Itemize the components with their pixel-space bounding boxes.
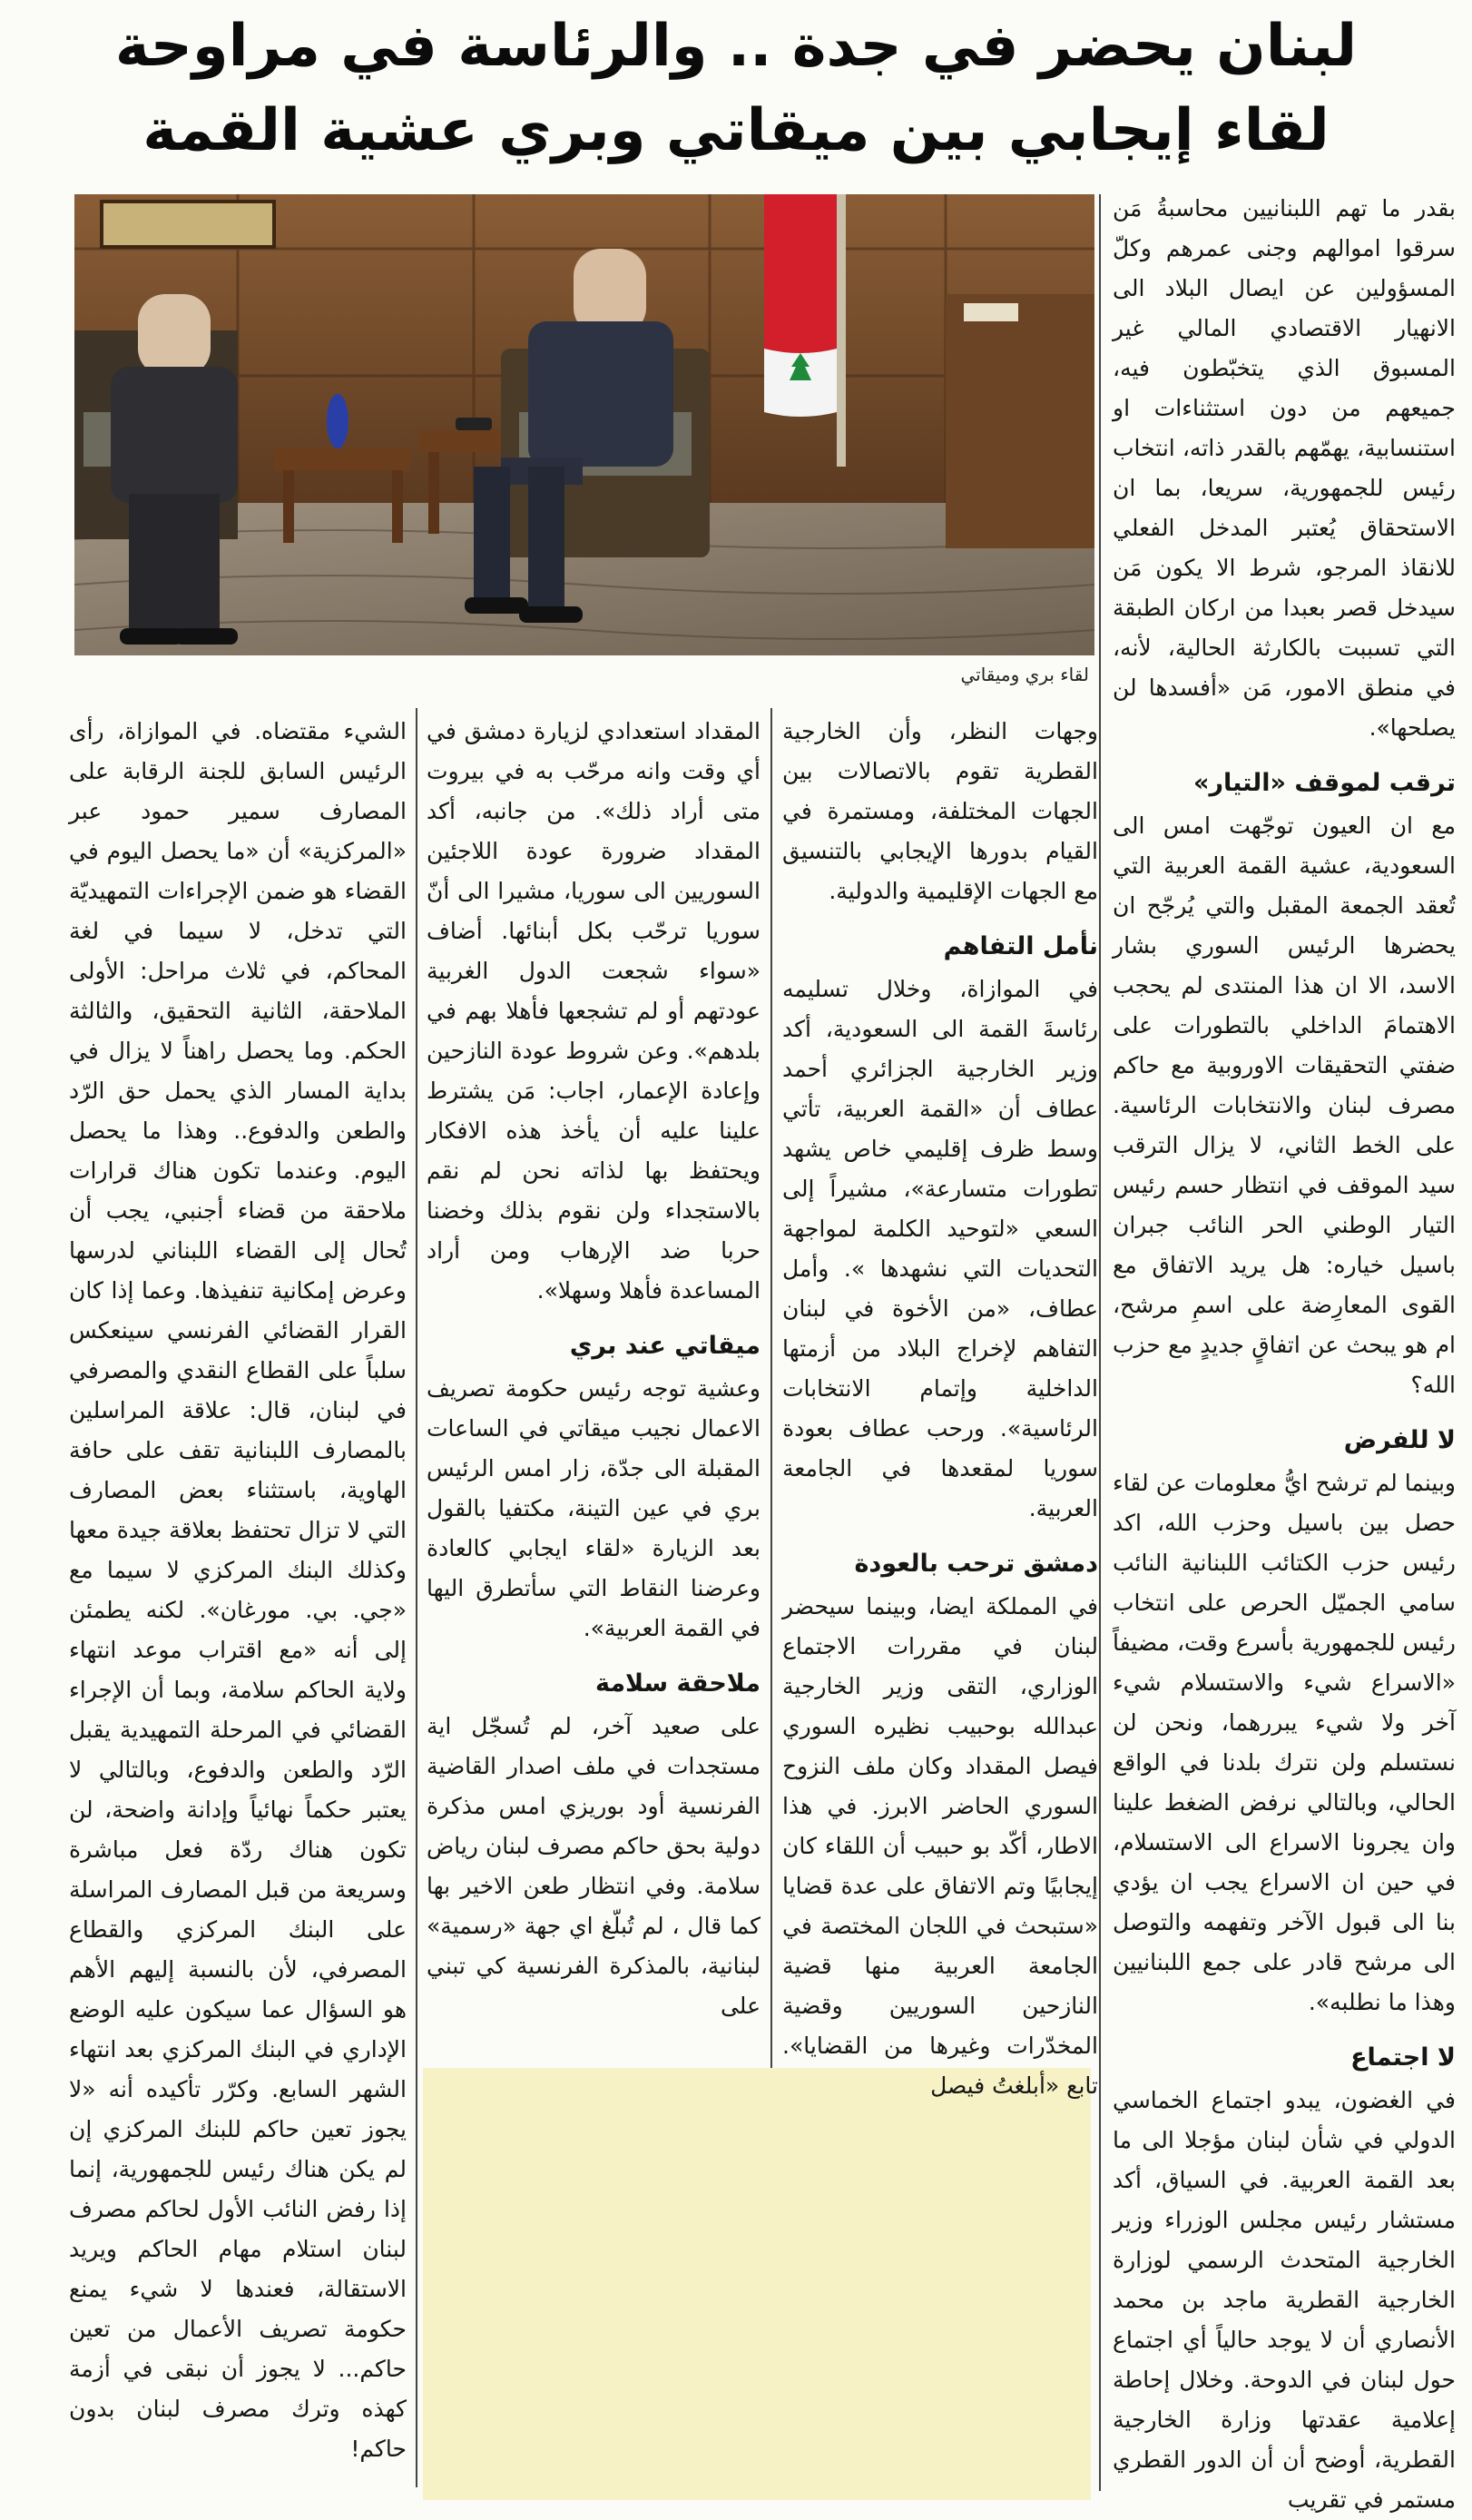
meeting-photo (74, 194, 1094, 655)
column-rule (416, 708, 417, 2487)
paragraph: المقداد استعدادي لزيارة دمشق في أي وقت وانه مرحّب به في بيروت متى أراد ذلك». من جانبه، أكد المقداد ضرورة عودة اللاجئين السوريين الى سوريا، مشيرا الى أنّ سوريا ترحّب بكل أبنائها. أضاف «سواء شجعت الدول الغربية عودتهم أو لم تشجعها فأهلا بهم في بلدهم». وعن شروط عودة النازحين وإعادة الإعمار، اجاب: مَن يشترط علينا عليه أن يأخذ هذه الافكار ويحتفظ بها لذاته نحن لم نقم بالاستجداء ولن نقوم بذلك وخضنا حربا ضد الإرهاب ومن أراد المساعدة فأهلا وسهلا». (427, 718, 761, 1304)
text-highlight (423, 2068, 1091, 2500)
column-rule (1099, 194, 1101, 2491)
subheading: ملاحقة سلامة (594, 1669, 761, 1698)
subheading: ترقب لموقف «التيار» (1193, 769, 1456, 797)
subheading: لا للفرض (1343, 1426, 1456, 1454)
photo-caption: لقاء بري وميقاتي (960, 664, 1089, 685)
paragraph: في المملكة ايضا، وبينما سيحضر لبنان في مقررات الاجتماع الوزاري، التقى وزير الخارجية عبدالله بوحبيب نظيره السوري فيصل المقداد وكان ملف النزوح السوري الحاضر الابرز. في هذا الاطار، أكّد بو حبيب أن اللقاء كان إيجابيًا وتم الاتفاق على عدة قضايا «ستبحث في اللجان المختصة في الجامعة العربية منها قضية النازحين السوريين وقضية المخدّرات وغيرها من القضايا». تابع «أبلغتُ فيصل (782, 1593, 1098, 2099)
paragraph: وبينما لم ترشح ايُّ معلومات عن لقاء حصل بين باسيل وحزب الله، اكد رئيس حزب الكتائب اللبنانية النائب سامي الجميّل الحرص على انتخاب رئيس للجمهورية بأسرع وقت، مضيفاً «الاسراع شيء والاستسلام شيء آخر ولا شيء يبررهما، ونحن لن نستسلم ولن نترك بلدنا في الواقع الحالي، وبالتالي نرفض الضغط علينا وان يجرونا الاسراع الى الاستسلام، في حين ان الاسراع يجب ان يؤدي بنا الى قبول الآخر وتفهمه والتوصل الى مرشح قادر على جمع اللبنانيين وهذا ما نطلبه». (1113, 1470, 1456, 2015)
headline-line-2: لقاء إيجابي بين ميقاتي وبري عشية القمة (142, 97, 1330, 164)
paragraph: بقدر ما تهم اللبنانيين محاسبةُ مَن سرقوا اموالهم وجنى عمرهم وكلّ المسؤولين عن ايصال البلاد الى الانهيار الاقتصادي المالي غير المسبوق الذي يتخبّطون فيه، جميعهم من دون استثناءات او استنسابية، يهمّهم بالقدر ذاته، انتخاب رئيس للجمهورية، سريعا، بما ان الاستحقاق يُعتبر المدخل الفعلي للانقاذ المرجو، شرط الا يكون مَن سيدخل قصر بعبدا من اركان الطبقة التي تسببت بالكارثة الحالية، لأنه، في منطق الامور، مَن «أفسدها لن يصلحها». (1113, 195, 1456, 741)
article-column-3 (427, 712, 761, 2026)
article-column-4 (69, 712, 407, 2469)
article-column-2 (782, 712, 1098, 2106)
paragraph: وجهات النظر، وأن الخارجية القطرية تقوم بالاتصالات بين الجهات المختلفة، ومستمرة في القيام بدورها الإيجابي بالتنسيق مع الجهات الإقليمية والدولية. (782, 718, 1098, 904)
article-column-1 (1113, 189, 1456, 2520)
headline-line-1: لبنان يحضر في جدة .. والرئاسة في مراوحة (114, 13, 1358, 80)
paragraph: الشيء مقتضاه. في الموازاة، رأى الرئيس السابق للجنة الرقابة على المصارف سمير حمود عبر «المركزية» أن «ما يحصل اليوم في القضاء هو ضمن الإجراءات التمهيديّة التي تدخل، لا سيما في لغة المحاكم، في ثلاث مراحل: الأولى الملاحقة، الثانية التحقيق، والثالثة الحكم. وما يحصل راهناً لا يزال في بداية المسار الذي يحمل حق الرّد والطعن والدفوع.. وهذا ما يحصل اليوم. وعندما تكون هناك قرارات ملاحقة من قضاء أجنبي، يجب أن تُحال إلى القضاء اللبناني لدرسها وعرض إمكانية تنفيذها. وعما إذا كان القرار القضائي الفرنسي سينعكس سلباً على القطاع النقدي والمصرفي في لبنان، قال: علاقة المراسلين بالمصارف اللبنانية تقف على حافة الهاوية، باستثناء بعض المصارف التي لا تزال تحتفظ بعلاقة جيدة معها وكذلك البنك المركزي لا سيما مع «جي. بي. مورغان». لكنه يطمئن إلى أنه «مع اقتراب موعد انتهاء ولاية الحاكم سلامة، وبما أن الإجراء القضائي في المرحلة التمهيدية يقبل الرّد والطعن والدفوع، وبالتالي لا يعتبر حكماً نهائياً وإدانة واضحة، لن تكون هناك ردّة فعل مباشرة وسريعة من قبل المصارف المراسلة على البنك المركزي والقطاع المصرفي، لأن بالنسبة إليهم الأهم هو السؤال عما سيكون عليه الوضع الإداري في البنك المركزي بعد انتهاء الشهر السابع. وكرّر تأكيده أنه «لا يجوز تعين حاكم للبنك المركزي إن لم يكن هناك رئيس للجمهورية، إنما إذا رفض النائب الأول لحاكم مصرف لبنان استلام مهام الحاكم ويريد الاستقالة، فعندها لا شيء يمنع حكومة تصريف الأعمال من تعين حاكم... لا يجوز أن نبقى في أزمة كهذه وترك مصرف لبنان بدون حاكم! (69, 718, 407, 2462)
meeting-photo-illustration (74, 194, 1094, 655)
subheading: دمشق ترحب بالعودة (854, 1550, 1098, 1578)
paragraph: مع ان العيون توجّهت امس الى السعودية، عشية القمة العربية التي تُعقد الجمعة المقبل والتي يُرجّح ان يحضرها الرئيس السوري بشار الاسد، الا ان هذا المنتدى لم يحجب الاهتمامَ الداخلي بالتطورات على ضفتي التحقيقات الاوروبية مع حاكم مصرف لبنان والانتخابات الرئاسية. على الخط الثاني، لا يزال الترقب سيد الموقف في انتظار حسم رئيس التيار الوطني الحر النائب جبران باسيل خياره: هل يريد الاتفاق مع القوى المعارِضة على اسمِ مرشح، ام هو يبحث عن اتفاقٍ جديدٍ مع حزب الله؟ (1113, 812, 1456, 1398)
subheading: نأمل التفاهم (943, 932, 1098, 960)
paragraph: في الموازاة، وخلال تسليمه رئاسةَ القمة الى السعودية، أكد وزير الخارجية الجزائري أحمد عطاف أن «القمة العربية، تأتي وسط ظرف إقليمي خاص يشهد تطورات متسارعة»، مشيراً إلى السعي «لتوحيد الكلمة لمواجهة التحديات التي نشهدها ». وأمل عطاف، «من الأخوة في لبنان التفاهم لإخراج البلاد من أزمتها الداخلية وإتمام الانتخابات الرئاسية». ورحب عطاف بعودة سوريا لمقعدها في الجامعة العربية. (782, 976, 1098, 1521)
paragraph: على صعيد آخر، لم تُسجّل اية مستجدات في ملف اصدار القاضية الفرنسية أود بوريزي امس مذكرة دولية بحق حاكم مصرف لبنان رياض سلامة. وفي انتظار طعن الاخير بها كما قال ، لم تُبلّغ اي جهة «رسمية» لبنانية، بالمذكرة الفرنسية كي تبني على (427, 1713, 761, 2019)
paragraph: وعشية توجه رئيس حكومة تصريف الاعمال نجيب ميقاتي في الساعات المقبلة الى جدّة، زار امس الرئيس بري في عين التينة، مكتفيا بالقول بعد الزيارة «لقاء ايجابي كالعادة وعرضنا النقاط التي سأتطرق اليها في القمة العربية». (427, 1375, 761, 1641)
paragraph: في الغضون، يبدو اجتماع الخماسي الدولي في شأن لبنان مؤجلا الى ما بعد القمة العربية. في السياق، أكد مستشار رئيس مجلس الوزراء وزير الخارجية المتحدث الرسمي لوزارة الخارجية القطرية ماجد بن محمد الأنصاري أن لا يوجد حالياً أي اجتماع حول لبنان في الدوحة. وخلال إحاطة إعلامية عقدتها وزارة الخارجية القطرية، أوضح أن أن الدور القطري مستمر في تقريب (1113, 2087, 1456, 2513)
headline (36, 5, 1436, 174)
subheading: ميقاتي عند بري (569, 1332, 761, 1360)
subheading: لا اجتماع (1350, 2043, 1456, 2072)
